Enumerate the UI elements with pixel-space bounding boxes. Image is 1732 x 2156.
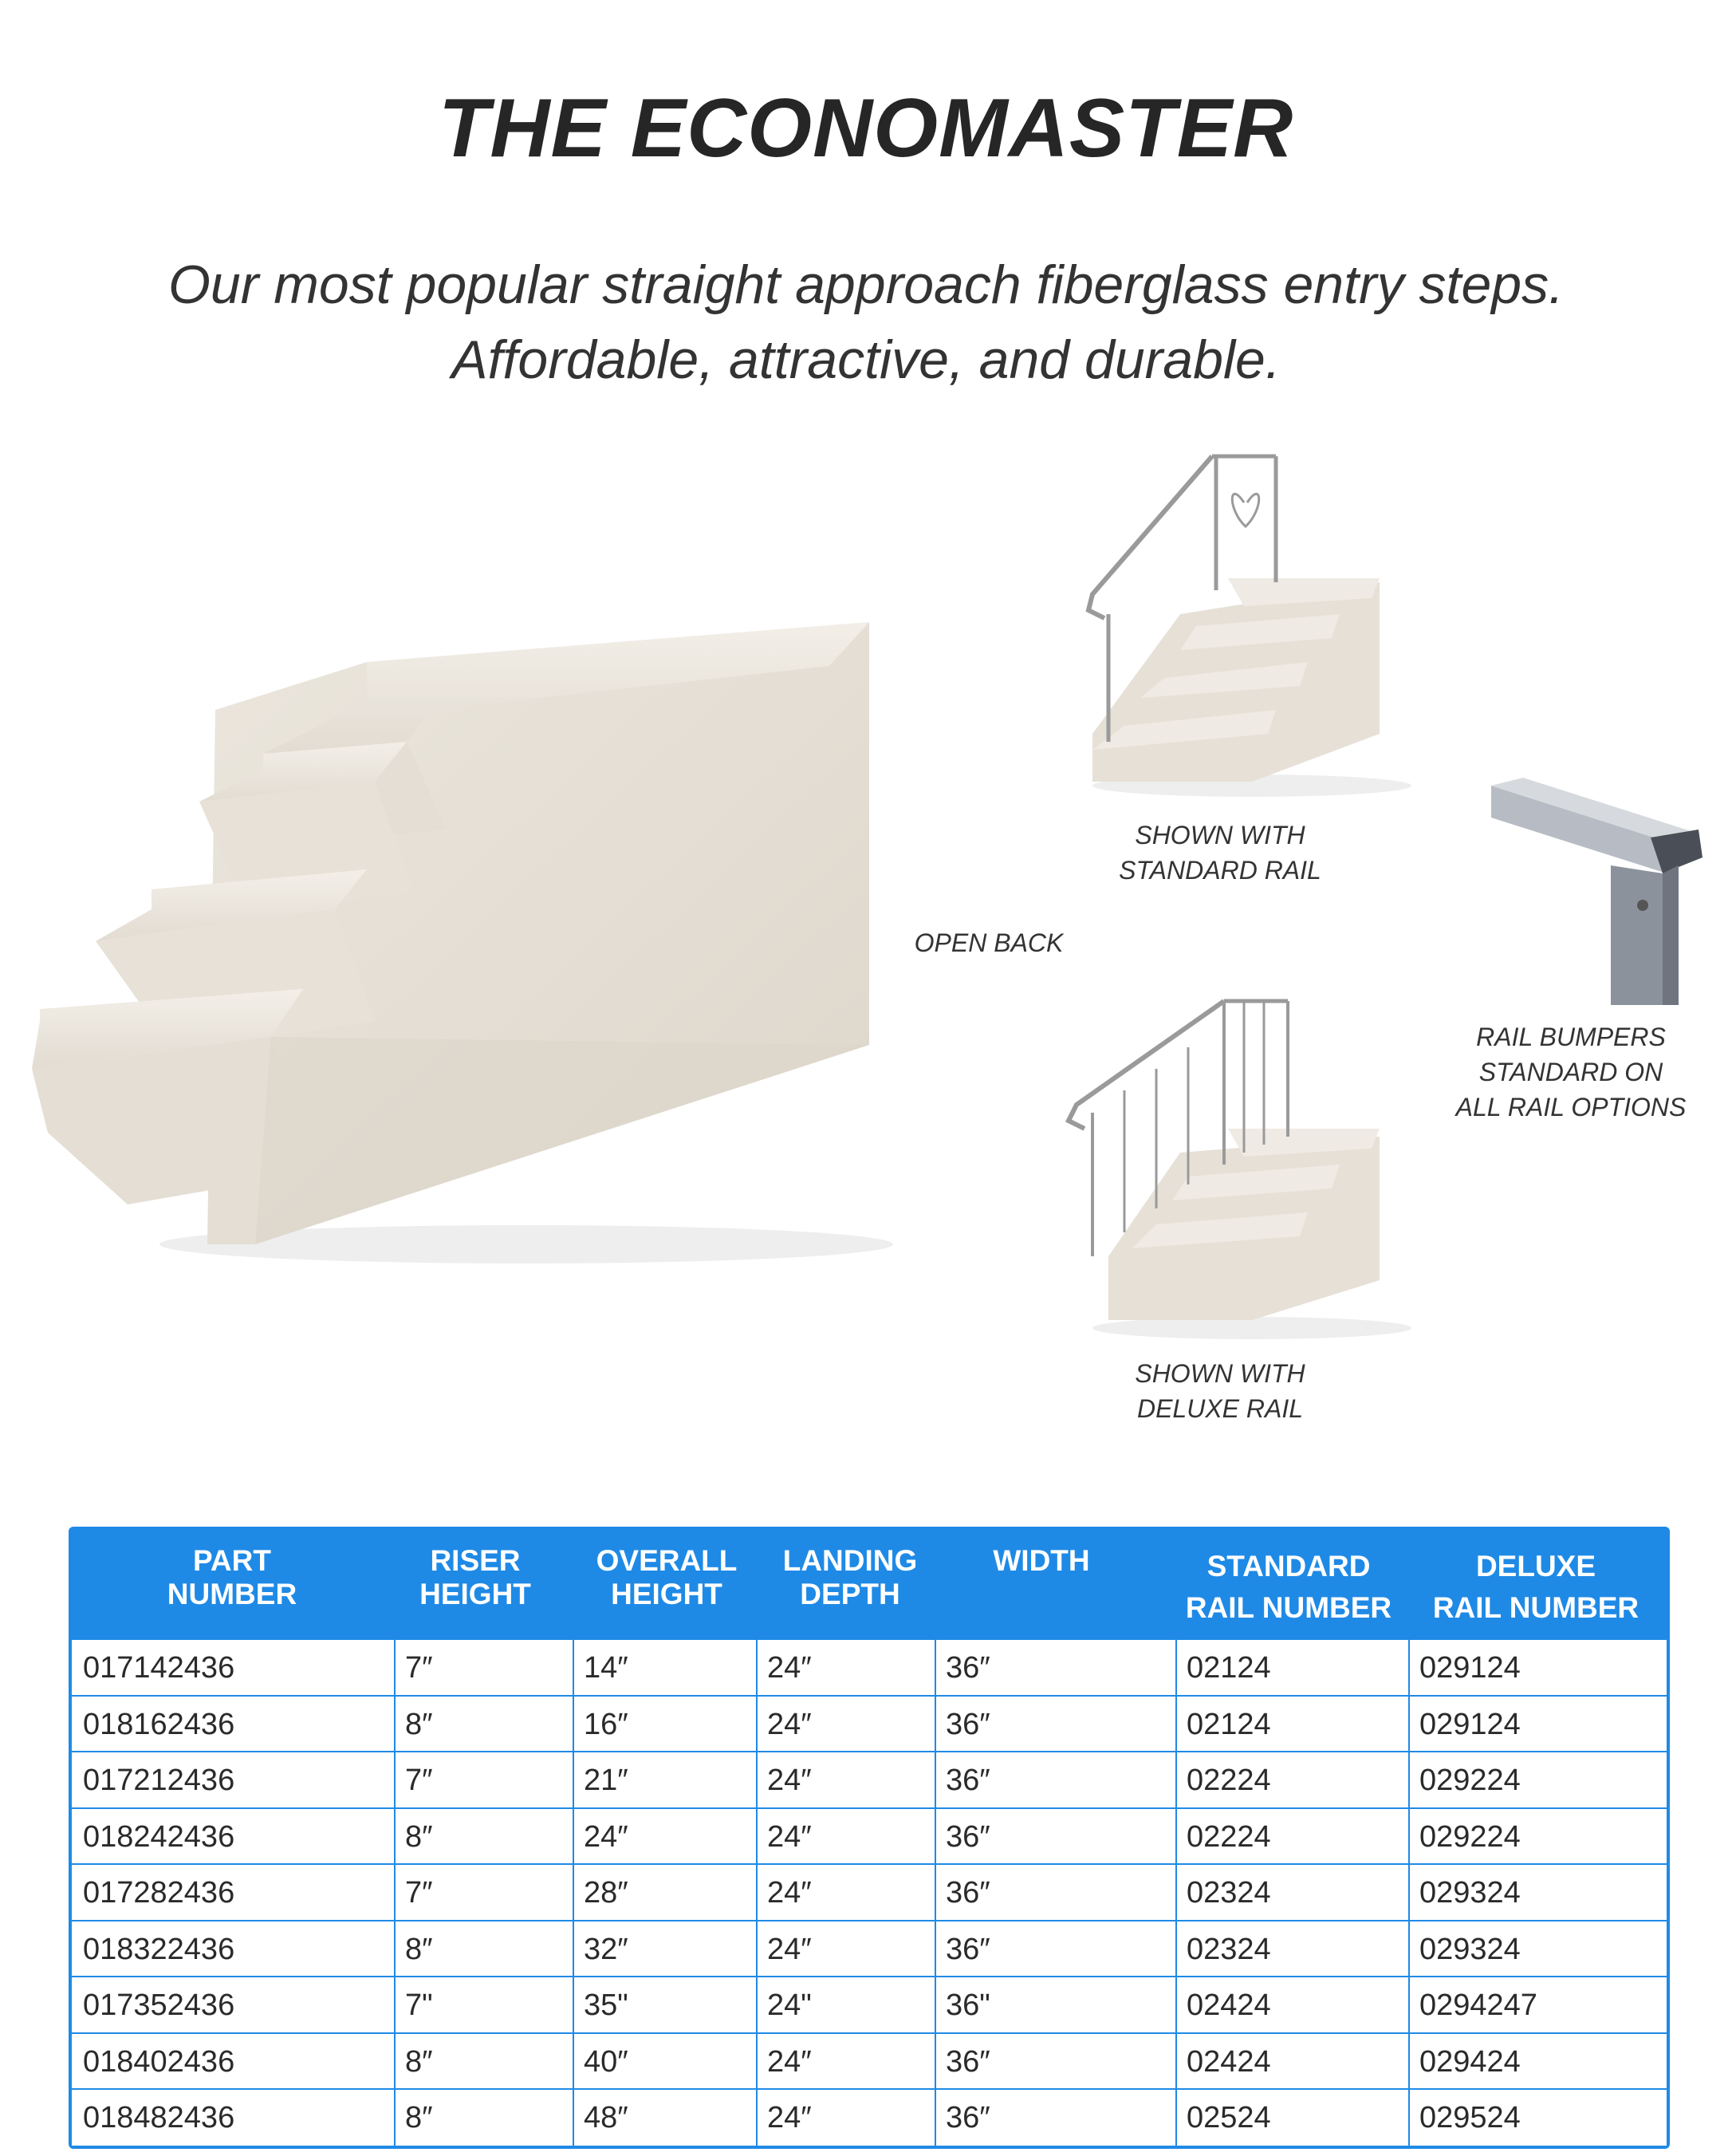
cell-landing-depth: 24″ (767, 2044, 812, 2079)
cell-deluxe-rail-number: 029224 (1419, 1819, 1521, 1854)
cell-standard-rail-number: 02424 (1187, 2044, 1271, 2079)
column-divider (394, 1638, 396, 2149)
cell-width: 36″ (946, 1932, 990, 1966)
cell-landing-depth: 24" (767, 1988, 812, 2022)
cell-deluxe-rail-number: 029124 (1419, 1651, 1521, 1685)
cell-riser-height: 7″ (405, 1764, 433, 1797)
cell-standard-rail-number: 02524 (1187, 2101, 1271, 2134)
cell-part-number: 018162436 (83, 1707, 235, 1741)
header-part-number-line-1: PART (193, 1544, 271, 1577)
cell-part-number: 017282436 (83, 1876, 235, 1910)
caption-deluxe-rail-line-2: DELUXE RAIL (1136, 1394, 1304, 1423)
cell-standard-rail-number: 02124 (1187, 1707, 1271, 1741)
cell-overall-height: 35" (584, 1988, 628, 2022)
table-row (72, 1807, 1667, 1863)
table-row (72, 1751, 1667, 1807)
cell-overall-height: 40″ (584, 2044, 628, 2079)
spec-table (69, 1527, 1670, 2149)
caption-standard-rail-line-1: SHOWN WITH (1135, 821, 1305, 849)
cell-overall-height: 28″ (584, 1876, 628, 1910)
table-row (72, 1863, 1667, 1919)
cell-riser-height: 8″ (405, 2101, 433, 2134)
cell-landing-depth: 24″ (767, 1707, 812, 1741)
header-overall-height (579, 1544, 754, 1611)
header-standard-rail-line-2: RAIL NUMBER (1185, 1591, 1392, 1624)
cell-part-number: 017212436 (83, 1764, 235, 1797)
cell-standard-rail-number: 02324 (1187, 1876, 1271, 1910)
cell-riser-height: 7″ (405, 1651, 433, 1685)
cell-overall-height: 24″ (584, 1819, 628, 1854)
table-row (72, 1695, 1667, 1751)
cell-riser-height: 8″ (405, 1819, 433, 1854)
column-divider (756, 1638, 758, 2149)
table-row (72, 2088, 1667, 2144)
cell-landing-depth: 24″ (767, 2101, 812, 2134)
header-deluxe-rail-line-2: RAIL NUMBER (1432, 1591, 1639, 1624)
cell-width: 36″ (946, 1876, 990, 1910)
column-divider (1408, 1638, 1410, 2149)
header-deluxe-rail-line-1: DELUXE (1475, 1550, 1596, 1583)
cell-overall-height: 32″ (584, 1932, 628, 1966)
cell-overall-height: 14″ (584, 1651, 628, 1685)
main-steps-image (32, 574, 893, 1276)
header-width (962, 1544, 1121, 1578)
cell-standard-rail-number: 02424 (1187, 1988, 1271, 2022)
cell-riser-height: 7″ (405, 1876, 433, 1910)
cell-width: 36″ (946, 1651, 990, 1685)
header-overall-height-line-1: OVERALL (596, 1544, 738, 1577)
header-width-line-1: WIDTH (993, 1544, 1090, 1577)
cell-standard-rail-number: 02124 (1187, 1651, 1271, 1685)
cell-part-number: 017352436 (83, 1988, 235, 2022)
cell-deluxe-rail-number: 0294247 (1419, 1988, 1537, 2022)
table-body (72, 1638, 1667, 2146)
caption-deluxe-rail (1092, 1356, 1348, 1426)
cell-width: 36″ (946, 1764, 990, 1797)
column-divider (1175, 1638, 1177, 2149)
header-standard-rail-line-1: STANDARD (1206, 1550, 1371, 1583)
page-title: THE ECONOMASTER (438, 82, 1294, 175)
table-row (72, 1976, 1667, 2032)
cell-width: 36" (946, 1988, 990, 2022)
cell-riser-height: 8″ (405, 1932, 433, 1966)
header-overall-height-line-2: HEIGHT (611, 1578, 722, 1610)
caption-deluxe-rail-line-1: SHOWN WITH (1135, 1359, 1305, 1388)
header-landing-depth-line-2: DEPTH (800, 1578, 900, 1610)
cell-width: 36″ (946, 2044, 990, 2079)
cell-part-number: 017142436 (83, 1651, 235, 1685)
header-landing-depth (762, 1544, 938, 1611)
column-divider (935, 1638, 936, 2149)
caption-open-back-text: OPEN BACK (914, 928, 1064, 957)
subtitle-line-2: Affordable, attractive, and durable. (451, 329, 1281, 390)
cell-standard-rail-number: 02324 (1187, 1932, 1271, 1966)
caption-rail-bumpers-line-2: STANDARD ON (1478, 1058, 1663, 1086)
header-riser-height (396, 1544, 555, 1611)
deluxe-rail-image (1045, 993, 1419, 1344)
cell-part-number: 018322436 (83, 1932, 235, 1966)
cell-deluxe-rail-number: 029524 (1419, 2101, 1521, 2134)
table-row (72, 1638, 1667, 1694)
header-riser-height-line-1: RISER (430, 1544, 521, 1577)
cell-deluxe-rail-number: 029224 (1419, 1764, 1521, 1797)
header-deluxe-rail (1424, 1546, 1647, 1629)
header-part-number (93, 1544, 372, 1611)
header-riser-height-line-2: HEIGHT (419, 1578, 531, 1610)
caption-standard-rail-line-2: STANDARD RAIL (1119, 856, 1321, 885)
cell-riser-height: 8″ (405, 1707, 433, 1741)
caption-rail-bumpers-line-1: RAIL BUMPERS (1476, 1023, 1666, 1051)
cell-width: 36″ (946, 1707, 990, 1741)
cell-part-number: 018402436 (83, 2044, 235, 2079)
rail-bumper-image (1491, 770, 1722, 1005)
table-row (72, 2032, 1667, 2088)
cell-overall-height: 16″ (584, 1707, 628, 1741)
cell-landing-depth: 24″ (767, 1932, 812, 1966)
cell-part-number: 018482436 (83, 2101, 235, 2134)
caption-rail-bumpers (1435, 1019, 1706, 1125)
caption-standard-rail (1092, 818, 1348, 888)
cell-deluxe-rail-number: 029324 (1419, 1876, 1521, 1910)
cell-riser-height: 7" (405, 1988, 433, 2022)
header-part-number-line-2: NUMBER (167, 1578, 297, 1610)
column-divider (573, 1638, 574, 2149)
cell-deluxe-rail-number: 029424 (1419, 2044, 1521, 2079)
cell-deluxe-rail-number: 029124 (1419, 1707, 1521, 1741)
header-landing-depth-line-1: LANDING (782, 1544, 918, 1577)
cell-width: 36″ (946, 2101, 990, 2134)
cell-landing-depth: 24″ (767, 1764, 812, 1797)
cell-deluxe-rail-number: 029324 (1419, 1932, 1521, 1966)
caption-open-back (877, 925, 1100, 960)
cell-standard-rail-number: 02224 (1187, 1764, 1271, 1797)
cell-part-number: 018242436 (83, 1819, 235, 1854)
cell-landing-depth: 24″ (767, 1876, 812, 1910)
cell-riser-height: 8″ (405, 2044, 433, 2079)
cell-landing-depth: 24″ (767, 1819, 812, 1854)
subtitle-line-1: Our most popular straight approach fiberglass entry steps. (168, 254, 1564, 315)
table-row (72, 1920, 1667, 1976)
cell-width: 36″ (946, 1819, 990, 1854)
header-standard-rail (1177, 1546, 1400, 1629)
standard-rail-image (1045, 447, 1419, 806)
table-header (69, 1527, 1670, 1638)
cell-overall-height: 48″ (584, 2101, 628, 2134)
cell-standard-rail-number: 02224 (1187, 1819, 1271, 1854)
cell-landing-depth: 24″ (767, 1651, 812, 1685)
caption-rail-bumpers-line-3: ALL RAIL OPTIONS (1455, 1093, 1687, 1121)
cell-overall-height: 21″ (584, 1764, 628, 1797)
